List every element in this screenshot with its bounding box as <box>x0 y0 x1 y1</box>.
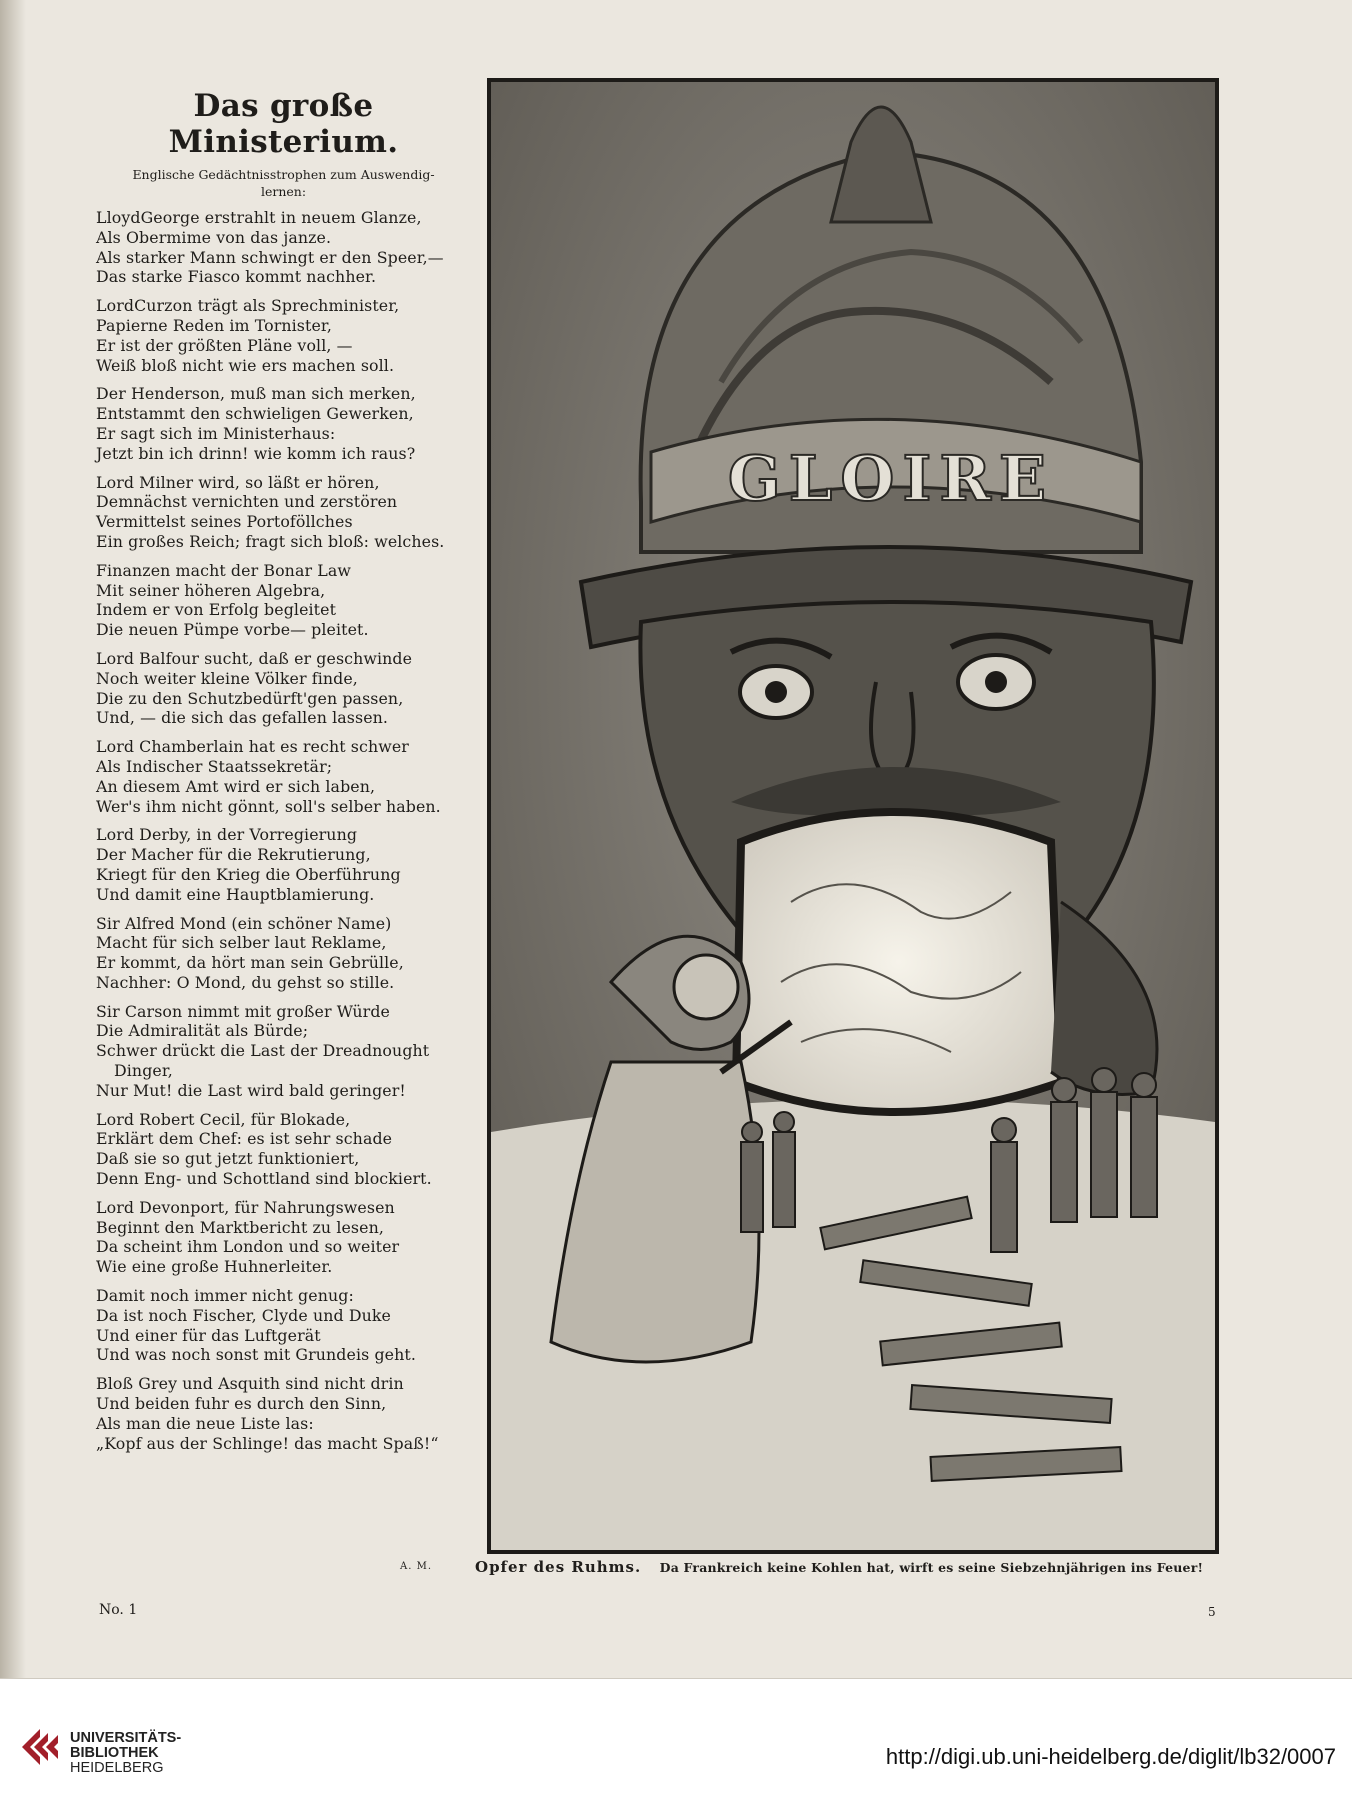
poem-line: Sir Carson nimmt mit großer Würde <box>96 1001 390 1021</box>
poem-line: Lord Chamberlain hat es recht schwer <box>96 737 409 757</box>
poem-line: Sir Alfred Mond (ein schöner Name) <box>96 913 392 933</box>
poem-line: Kriegt für den Krieg die Oberführung <box>96 864 401 884</box>
poem-line: Als starker Mann schwingt er den Speer,— <box>96 247 444 267</box>
poem-line: Lord Devonport, für Nahrungswesen <box>96 1197 395 1217</box>
issue-number: No. 1 <box>99 1602 138 1618</box>
poem-line: Dinger, <box>114 1061 173 1081</box>
poem-line: „Kopf aus der Schlinge! das macht Spaß!“ <box>96 1433 439 1453</box>
helmet-text: GLOIRE <box>727 442 1055 515</box>
cartoon-drawing <box>491 82 1215 1550</box>
poem-signature: A. M. <box>400 1561 432 1572</box>
poem-stanza <box>96 208 471 287</box>
poem-line: Macht für sich selber laut Reklame, <box>96 933 387 953</box>
poem-line: Finanzen macht der Bonar Law <box>96 560 351 580</box>
caption-title: Opfer des Ruhms. <box>475 1558 642 1576</box>
poem-stanza <box>96 1002 471 1101</box>
poem-line: Lord Milner wird, so läßt er hören, <box>96 472 380 492</box>
poem-stanza <box>96 384 471 463</box>
poem-stanza <box>96 1374 471 1453</box>
poem-line: Damit noch immer nicht genug: <box>96 1286 354 1306</box>
poem-line: Da scheint ihm London und so weiter <box>96 1237 400 1257</box>
poem-line: Er sagt sich im Ministerhaus: <box>96 423 336 443</box>
illustration-caption <box>475 1558 1220 1576</box>
poem-line: Lord Robert Cecil, für Blokade, <box>96 1109 351 1129</box>
caption-text: Da Frankreich keine Kohlen hat, wirft es seine Siebzehnjährigen ins Feuer! <box>659 1560 1204 1575</box>
poem-line: Und, — die sich das gefallen lassen. <box>96 708 389 728</box>
poem-line: Papierne Reden im Tornister, <box>96 315 332 335</box>
poem-line: Indem er von Erfolg begleitet <box>96 600 337 620</box>
poem-line: Und was noch sonst mit Grundeis geht. <box>96 1345 416 1365</box>
poem-line: Jetzt bin ich drinn! wie komm ich raus? <box>96 443 416 463</box>
poem-line: Entstammt den schwieligen Gewerken, <box>96 404 414 424</box>
poem-line: Er ist der größten Pläne voll, — <box>96 335 353 355</box>
poem-line: Der Macher für die Rekrutierung, <box>96 845 371 865</box>
gutter-shadow <box>0 0 26 1678</box>
poem-stanza <box>96 737 471 816</box>
poem-subtitle: Englische Gedächtnisstrophen zum Auswendig- lernen: <box>132 167 435 199</box>
poem-stanza <box>96 1198 471 1277</box>
poem-stanza <box>96 561 471 640</box>
source-url-link[interactable]: http://digi.ub.uni-heidelberg.de/diglit/lb32/0007 <box>885 1744 1336 1769</box>
library-logo-text: UNIVERSITÄTS- BIBLIOTHEK HEIDELBERG <box>70 1730 182 1776</box>
poem-stanza <box>96 1286 471 1365</box>
open-mouth-fire <box>736 812 1061 1112</box>
library-logo-icon <box>18 1725 62 1769</box>
poem-line: Und damit eine Hauptblamierung. <box>96 884 375 904</box>
poem-line: Und beiden fuhr es durch den Sinn, <box>96 1394 387 1414</box>
poem-line: Und einer für das Luftgerät <box>96 1325 321 1345</box>
poem-line: Denn Eng- und Schottland sind blockiert. <box>96 1169 432 1189</box>
poem-line: Wie eine große Huhnerleiter. <box>96 1257 333 1277</box>
poem-line: Nachher: O Mond, du gehst so stille. <box>96 972 395 992</box>
poem-line: Daß sie so gut jetzt funktioniert, <box>96 1149 360 1169</box>
poem-stanza <box>96 825 471 904</box>
poem-stanza <box>96 914 471 993</box>
poem-line: Die neuen Pümpe vorbe— pleitet. <box>96 620 369 640</box>
poem-line: Nur Mut! die Last wird bald geringer! <box>96 1080 406 1100</box>
poem-stanza <box>96 1110 471 1189</box>
poem-line: Lord Derby, in der Vorregierung <box>96 825 358 845</box>
poem-line: Weiß bloß nicht wie ers machen soll. <box>96 355 395 375</box>
poem-line: Beginnt den Marktbericht zu lesen, <box>96 1217 384 1237</box>
poem-line: LordCurzon trägt als Sprechminister, <box>96 296 400 316</box>
poem-line: Vermittelst seines Portoföllches <box>96 512 353 532</box>
poem-line: Das starke Fiasco kommt nachher. <box>96 267 377 287</box>
poem-line: Die zu den Schutzbedürft'gen passen, <box>96 688 404 708</box>
poem-line: Als Indischer Staatssekretär; <box>96 756 333 776</box>
poem-stanza <box>96 649 471 728</box>
cartoon-illustration <box>487 78 1219 1554</box>
library-footer <box>0 1678 1352 1808</box>
poem-line: Da ist noch Fischer, Clyde und Duke <box>96 1305 391 1325</box>
poem-line: Bloß Grey und Asquith sind nicht drin <box>96 1374 404 1394</box>
poem-line: Er kommt, da hört man sein Gebrülle, <box>96 953 404 973</box>
poem-line: Lord Balfour sucht, daß er geschwinde <box>96 648 413 668</box>
poem-line: Erklärt dem Chef: es ist sehr schade <box>96 1129 393 1149</box>
poem-stanza <box>96 473 471 552</box>
poem-line: LloydGeorge erstrahlt in neuem Glanze, <box>96 208 422 227</box>
poem-stanza <box>96 296 471 375</box>
poem-line: Wer's ihm nicht gönnt, soll's selber haben. <box>96 796 441 816</box>
poem-line: An diesem Amt wird er sich laben, <box>96 776 376 796</box>
poem-stanzas <box>96 208 471 1453</box>
poem-line: Der Henderson, muß man sich merken, <box>96 384 416 404</box>
poem-line: Noch weiter kleine Völker finde, <box>96 668 358 688</box>
poem-line: Demnächst vernichten und zerstören <box>96 492 398 512</box>
poem-line: Als man die neue Liste las: <box>96 1413 314 1433</box>
poem-column <box>96 88 471 1462</box>
poem-line: Schwer drückt die Last der Dreadnought <box>96 1041 430 1061</box>
poem-title: Das große Ministerium. <box>168 88 399 160</box>
poem-line: Als Obermime von das janze. <box>96 227 332 247</box>
poem-line: Mit seiner höheren Algebra, <box>96 580 326 600</box>
page-number: 5 <box>1208 1605 1216 1619</box>
poem-line: Ein großes Reich; fragt sich bloß: welches. <box>96 531 445 551</box>
poem-line: Die Admiralität als Bürde; <box>96 1021 309 1041</box>
